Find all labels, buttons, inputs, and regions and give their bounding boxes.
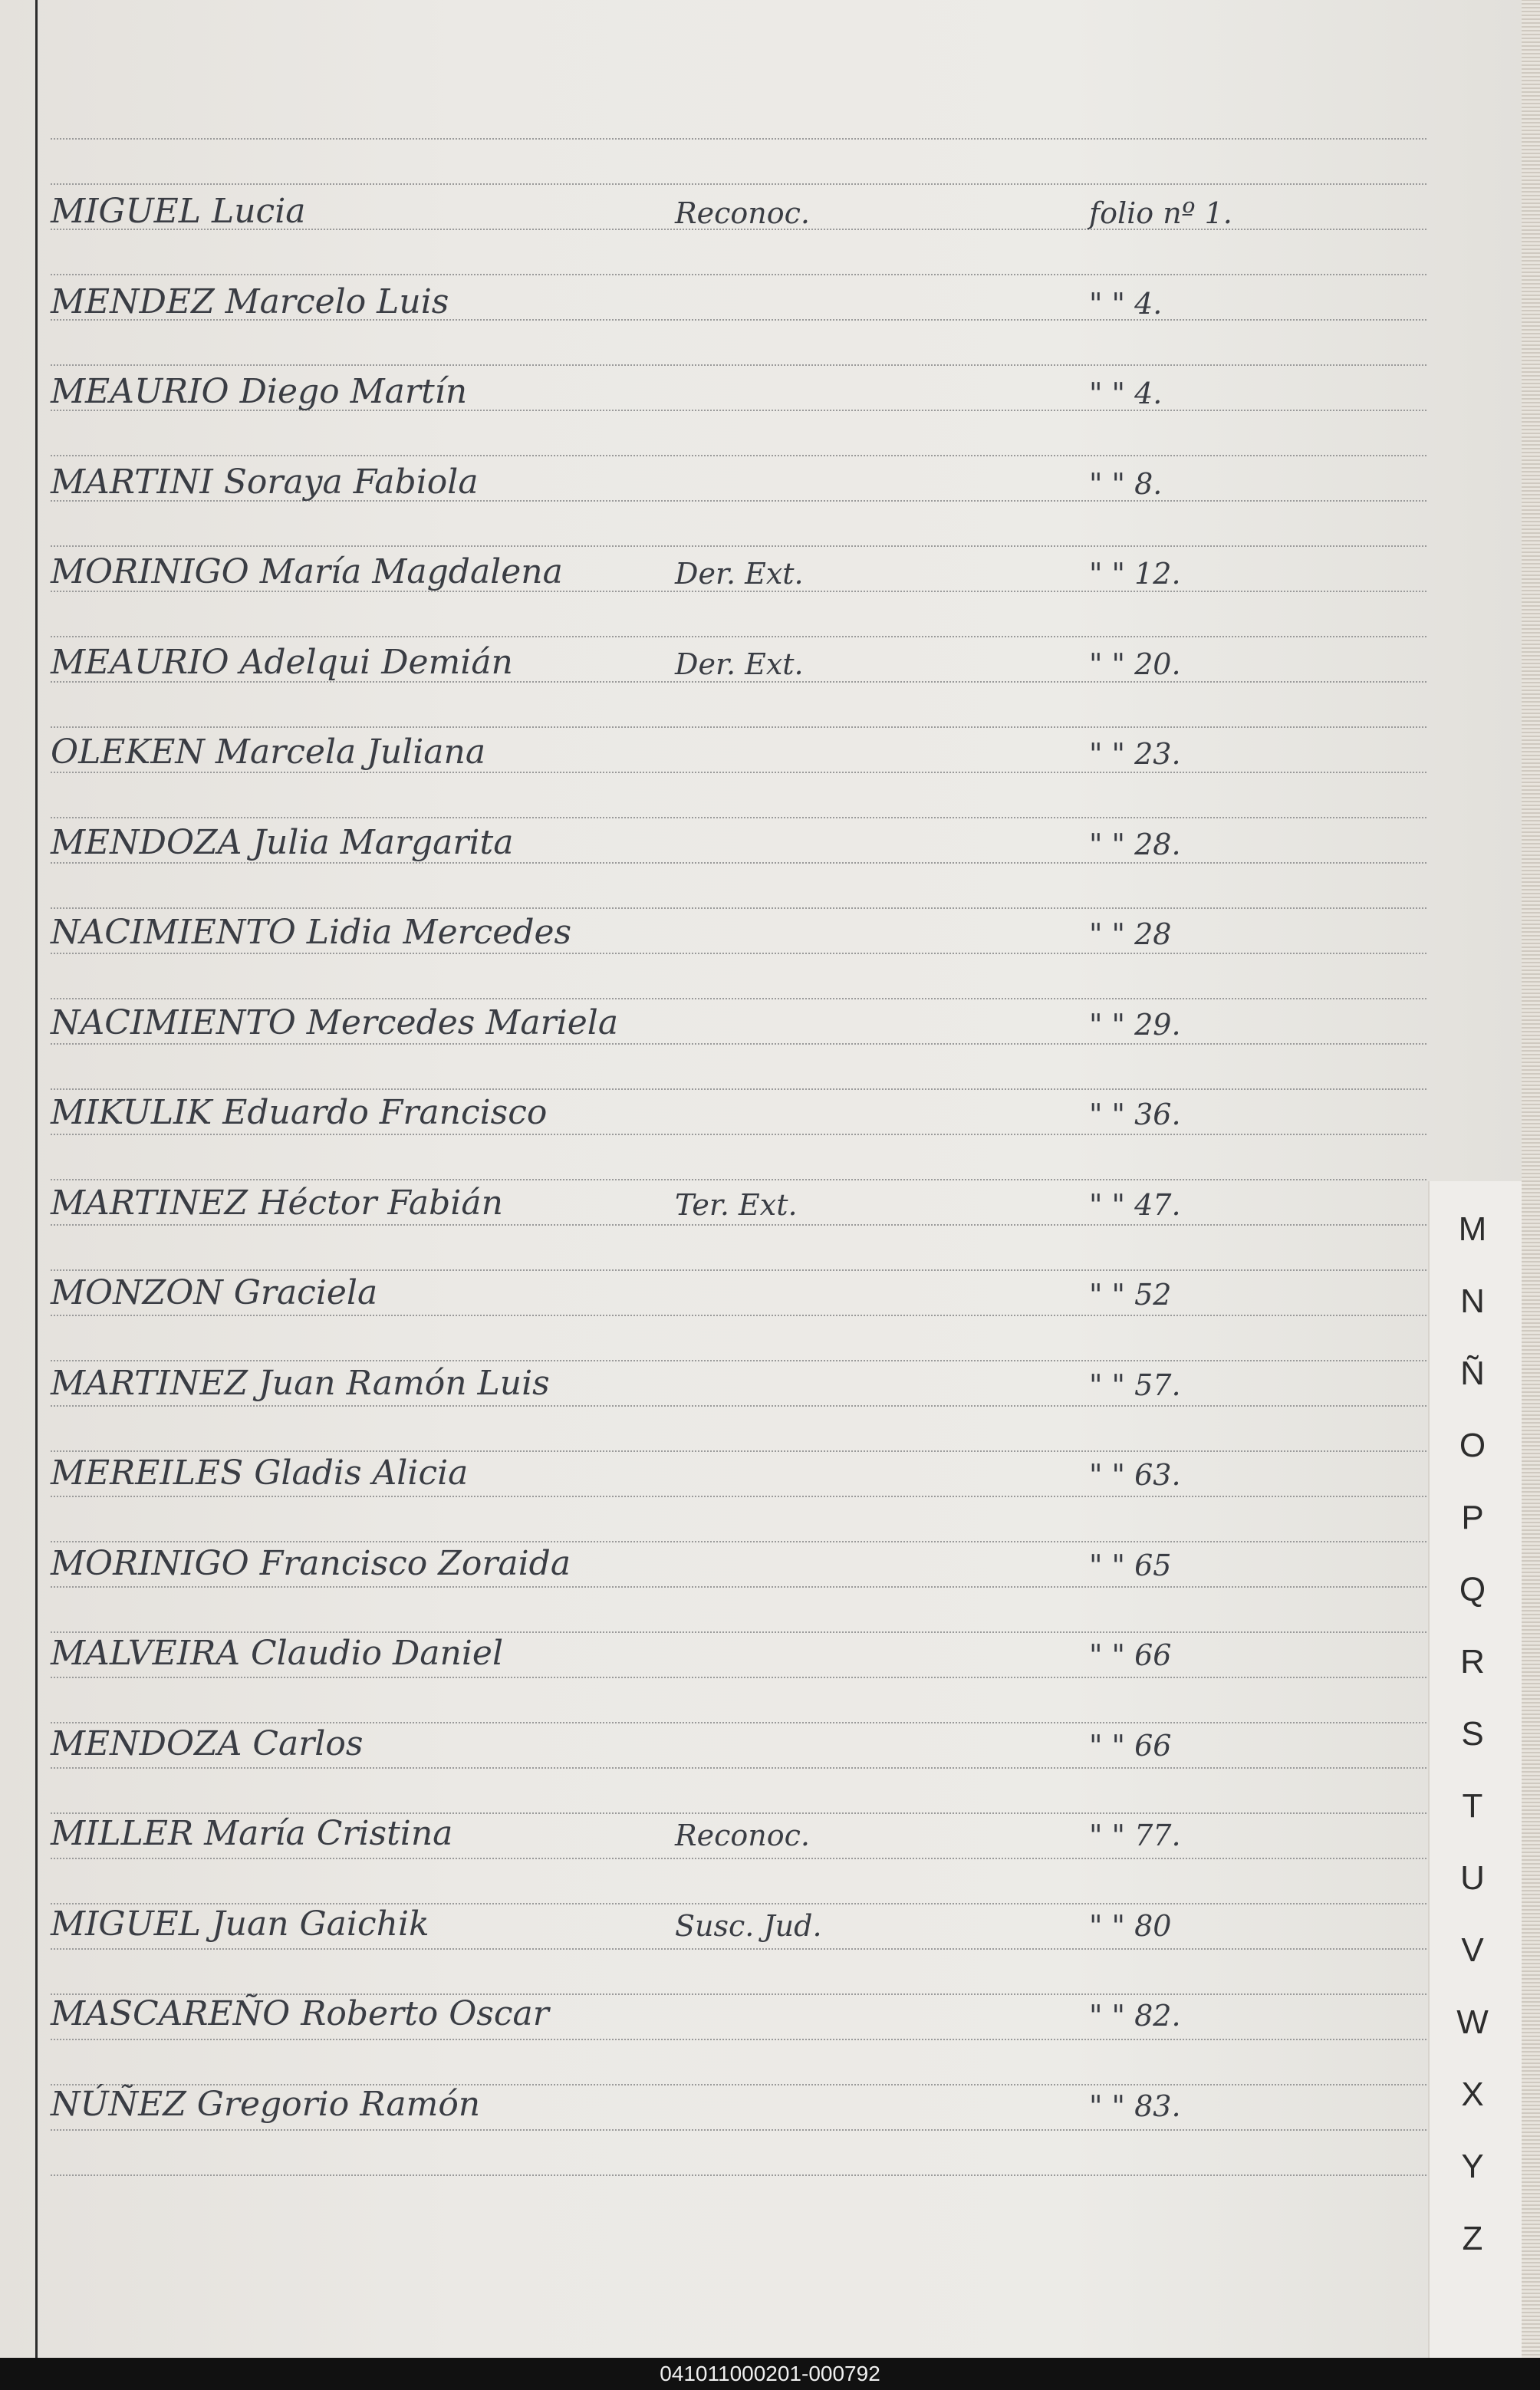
entry-name: MARTINEZ Juan Ramón Luis	[51, 1364, 550, 1403]
entry-folio: " " 83.	[1089, 2089, 1181, 2123]
ruled-line	[51, 2174, 1426, 2176]
ledger-entry	[0, 1994, 1526, 2079]
entry-name: NÚÑEZ Gregorio Ramón	[51, 2085, 481, 2124]
index-letter-tab[interactable]: R	[1460, 1643, 1485, 1681]
index-letter-tab[interactable]: S	[1461, 1715, 1484, 1753]
ledger-entry	[0, 2085, 1526, 2169]
ruled-line	[51, 1179, 1426, 1180]
index-letter-tab[interactable]: X	[1461, 2076, 1484, 2113]
ruled-line	[51, 1360, 1426, 1361]
ledger-entry	[0, 282, 1526, 367]
entry-note: Reconoc.	[675, 1819, 810, 1852]
entry-folio: folio nº 1.	[1089, 196, 1232, 230]
index-letter-tab[interactable]: Ñ	[1460, 1355, 1485, 1392]
entry-name: OLEKEN Marcela Juliana	[51, 732, 486, 772]
index-letter-tab[interactable]: N	[1460, 1282, 1485, 1320]
ledger-entry	[0, 1724, 1526, 1809]
index-letter-tab[interactable]: T	[1462, 1787, 1483, 1825]
entry-name: NACIMIENTO Mercedes Mariela	[51, 1003, 619, 1042]
ledger-entry	[0, 552, 1526, 637]
entry-name: MIGUEL Lucia	[51, 192, 306, 231]
ledger-entry	[0, 192, 1526, 276]
ledger-entry	[0, 1453, 1526, 1538]
entry-name: MENDOZA Carlos	[51, 1724, 364, 1763]
ledger-entry	[0, 913, 1526, 997]
entry-folio: " " 8.	[1089, 467, 1163, 501]
entry-note: Ter. Ext.	[675, 1188, 798, 1222]
ruled-line	[51, 817, 1426, 818]
entry-folio: " " 36.	[1089, 1098, 1181, 1131]
ledger-entry	[0, 1093, 1526, 1177]
entry-folio: " " 47.	[1089, 1188, 1181, 1222]
entry-name: MONZON Graciela	[51, 1273, 378, 1312]
ruled-line	[51, 1269, 1426, 1271]
entry-folio: " " 12.	[1089, 557, 1181, 591]
entry-folio: " " 82.	[1089, 1999, 1181, 2033]
entry-name: NACIMIENTO Lidia Mercedes	[51, 913, 572, 952]
page-edge	[1522, 0, 1540, 2358]
entry-folio: " " 80	[1089, 1909, 1172, 1943]
entry-folio: " " 28.	[1089, 828, 1181, 861]
ledger-entry	[0, 1364, 1526, 1448]
ruled-line	[51, 907, 1426, 909]
entry-folio: " " 4.	[1089, 287, 1163, 321]
ledger-entry	[0, 1273, 1526, 1358]
ledger-entry	[0, 1183, 1526, 1268]
entry-name: MENDOZA Julia Margarita	[51, 823, 514, 862]
entry-name: MIGUEL Juan Gaichik	[51, 1904, 429, 1944]
ruled-line	[51, 1541, 1426, 1542]
index-letter-tab[interactable]: Q	[1459, 1571, 1486, 1608]
entry-folio: " " 65	[1089, 1549, 1172, 1582]
entry-note: Susc. Jud.	[675, 1909, 822, 1943]
entry-name: MIKULIK Eduardo Francisco	[51, 1093, 548, 1132]
index-letter-tab[interactable]: V	[1461, 1931, 1484, 1969]
entry-name: MILLER María Cristina	[51, 1814, 453, 1853]
footer-code: 041011000201-000792	[0, 2358, 1540, 2390]
ruled-line	[51, 998, 1426, 999]
entry-name: MARTINEZ Héctor Fabián	[51, 1183, 503, 1223]
entry-name: MENDEZ Marcelo Luis	[51, 282, 449, 321]
ruled-line	[51, 138, 1426, 140]
entry-name: MEAURIO Adelqui Demián	[51, 643, 513, 682]
ruled-line	[51, 1450, 1426, 1452]
ruled-line	[51, 1722, 1426, 1723]
entry-folio: " " 23.	[1089, 737, 1181, 771]
index-letter-tab[interactable]: Y	[1461, 2148, 1484, 2185]
index-letter-tab[interactable]: Z	[1462, 2220, 1483, 2257]
entry-name: MARTINI Soraya Fabiola	[51, 463, 479, 502]
ledger-entry	[0, 643, 1526, 727]
entry-note: Der. Ext.	[675, 557, 804, 591]
entry-folio: " " 57.	[1089, 1368, 1181, 1402]
ruled-line	[51, 183, 1426, 185]
index-letter-tab[interactable]: U	[1460, 1859, 1485, 1897]
entry-folio: " " 4.	[1089, 377, 1163, 410]
entry-folio: " " 77.	[1089, 1819, 1181, 1852]
ledger-entry	[0, 1003, 1526, 1088]
entry-name: MEAURIO Diego Martín	[51, 372, 468, 411]
entry-name: MORINIGO María Magdalena	[51, 552, 563, 591]
ledger-entry	[0, 372, 1526, 456]
entry-folio: " " 66	[1089, 1729, 1172, 1763]
ledger-entry	[0, 463, 1526, 547]
entry-folio: " " 28	[1089, 917, 1172, 951]
index-letter-tab[interactable]: O	[1459, 1427, 1486, 1464]
entry-name: MEREILES Gladis Alicia	[51, 1453, 469, 1493]
index-letter-tab[interactable]: P	[1461, 1499, 1484, 1536]
entry-note: Der. Ext.	[675, 647, 804, 681]
entry-name: MORINIGO Francisco Zoraida	[51, 1544, 571, 1583]
entry-folio: " " 29.	[1089, 1008, 1181, 1042]
ledger-entry	[0, 732, 1526, 817]
entry-folio: " " 66	[1089, 1638, 1172, 1672]
entry-folio: " " 52	[1089, 1278, 1172, 1312]
index-letter-tab[interactable]: M	[1458, 1210, 1487, 1248]
alphabet-tab-strip	[1428, 1181, 1522, 2358]
index-letter-tab[interactable]: W	[1456, 2003, 1489, 2041]
ledger-entry	[0, 1814, 1526, 1898]
ledger-entry	[0, 1634, 1526, 1718]
entry-folio: " " 63.	[1089, 1458, 1181, 1492]
entry-note: Reconoc.	[675, 196, 810, 230]
entry-folio: " " 20.	[1089, 647, 1181, 681]
ledger-entry	[0, 1544, 1526, 1628]
ruled-line	[51, 1088, 1426, 1090]
entry-name: MASCAREÑO Roberto Oscar	[51, 1994, 549, 2033]
ruled-line	[51, 1631, 1426, 1633]
ledger-entry	[0, 823, 1526, 907]
entry-name: MALVEIRA Claudio Daniel	[51, 1634, 504, 1673]
ledger-entry	[0, 1904, 1526, 1989]
